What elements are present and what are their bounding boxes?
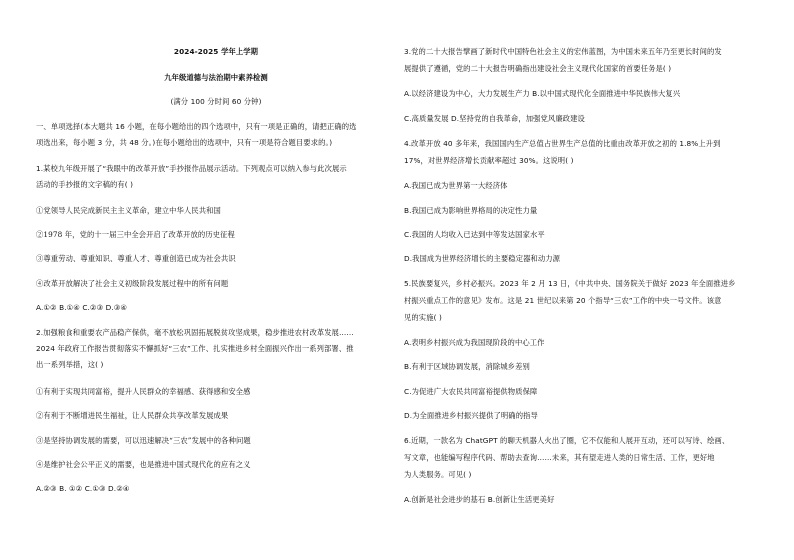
- exam-title: 2024-2025 学年上学期: [173, 47, 259, 56]
- q3-stem-line-1: 3.党的二十大报告擘画了新时代中国特色社会主义的宏伟蓝图，为中国未来五年乃至更长时间的发: [404, 47, 722, 56]
- q1-statement-4: ④改革开放解决了社会主义初级阶段发展过程中的所有问题: [36, 279, 229, 288]
- q5-option-b: B.有利于区域协调发展，消除城乡差别: [404, 362, 530, 371]
- q1-stem-line-2: 活动的手抄报的文字稿的有( ): [36, 180, 134, 189]
- q4-stem-line-1: 4.改革开放 40 多年来，我国国内生产总值占世界生产总值的比重由改革开放之初的 1.8%上升到: [404, 139, 721, 148]
- exam-meta: (满分 100 分时间 60 分钟): [170, 97, 262, 106]
- q5-stem-line-3: 见的实施( ): [404, 313, 442, 322]
- q2-stem-line-3: 出一系列举措，这( ): [36, 360, 104, 369]
- q5-stem-line-1: 5.民族要复兴，乡村必振兴。2023 年 2 月 13 日，《中共中央、国务院关于做好 2023 年全面推进乡: [404, 279, 736, 288]
- q3-options-line-1: A.以经济建设为中心，大力发展生产力 B.以中国式现代化全面推进中华民族伟大复兴: [404, 89, 681, 98]
- q6-stem-line-1: 6.近期，一款名为 ChatGPT 的聊天机器人火出了圈，它不仅能和人展开互动，还可以写诗、绘画、: [404, 436, 730, 445]
- q1-statement-1: ①党领导人民完成新民主主义革命，建立中华人民共和国: [36, 206, 221, 215]
- q5-stem-line-2: 村振兴重点工作的意见》发布。这是 21 世纪以来第 20 个指导“三农”工作的中央一号文件。该意: [404, 296, 722, 305]
- q4-stem-line-2: 17%，对世界经济增长贡献率超过 30%。这说明( ): [404, 156, 574, 165]
- q2-statement-1: ①有利于实现共同富裕，提升人民群众的幸福感、获得感和安全感: [36, 387, 251, 396]
- q2-statement-3: ③是坚持协调发展的需要，可以迅速解决“三农”发展中的各种问题: [36, 436, 251, 445]
- q1-stem-line-1: 1.某校九年级开展了“我眼中的改革开放”手抄报作品展示活动。下列观点可以纳入参与此次展示: [36, 164, 347, 173]
- q4-option-c: C.我国的人均收入已达到中等发达国家水平: [404, 230, 545, 239]
- q1-statement-2: ②1978 年，党的十一届三中全会开启了改革开放的历史征程: [36, 230, 235, 239]
- q4-option-a: A.我国已成为世界第一大经济体: [404, 181, 508, 190]
- q2-stem-line-1: 2.加强粮食和重要农产品稳产保供，毫不放松巩固拓展脱贫攻坚成果，稳步推进农村改革发展……: [36, 328, 354, 337]
- q6-stem-line-3: 为人类服务。可见( ): [404, 470, 472, 479]
- exam-subtitle: 九年级道德与法治期中素养检测: [164, 73, 268, 82]
- q3-stem-line-2: 展提供了遵循，党的二十大报告明确指出建设社会主义现代化国家的首要任务是( ): [404, 64, 672, 73]
- q5-option-a: A.表明乡村振兴成为我国现阶段的中心工作: [404, 338, 545, 347]
- q4-option-b: B.我国已成为影响世界格局的决定性力量: [404, 206, 538, 215]
- q2-statement-4: ④是维护社会公平正义的需要，也是推进中国式现代化的应有之义: [36, 460, 251, 469]
- q2-statement-2: ②有利于不断增进民生福祉，让人民群众共享改革发展成果: [36, 411, 229, 420]
- q1-statement-3: ③尊重劳动、尊重知识、尊重人才、尊重创造已成为社会共识: [36, 254, 236, 263]
- q6-stem-line-2: 写文章，也能编写程序代码、帮助去查询……未来，其有望走进人类的日常生活、工作，更好地: [404, 453, 715, 462]
- q5-option-d: D.为全面推进乡村振兴提供了明确的指导: [404, 411, 538, 420]
- instructions-line-1: 一、单项选择(本大题共 16 小题，在每小题给出的四个选项中，只有一项是正确的，请把正确的选: [36, 122, 357, 131]
- q2-stem-line-2: 2024 年政府工作报告贯彻落实不懈抓好“三农”工作、扎实推进乡村全面振兴作出一系列部署、推: [36, 344, 354, 353]
- q4-option-d: D.我国成为世界经济增长的主要稳定器和动力源: [404, 254, 561, 263]
- q6-options-line-1: A.创新是社会进步的基石 B.创新让生活更美好: [404, 495, 555, 504]
- q1-options: A.①② B.①④ C.②③ D.③④: [36, 303, 128, 312]
- q2-options: A.②③ B. ①② C.①③ D.②④: [36, 484, 130, 493]
- q5-option-c: C.为促进广大农民共同富裕提供物质保障: [404, 387, 538, 396]
- q3-options-line-2: C.高质量发展 D.坚持党的自我革命，加强党风廉政建设: [404, 114, 585, 123]
- instructions-line-2: 项选出来，每小题 3 分，共 48 分。)在每小题给出的选项中，只有一项是符合题目要求的。): [36, 138, 333, 147]
